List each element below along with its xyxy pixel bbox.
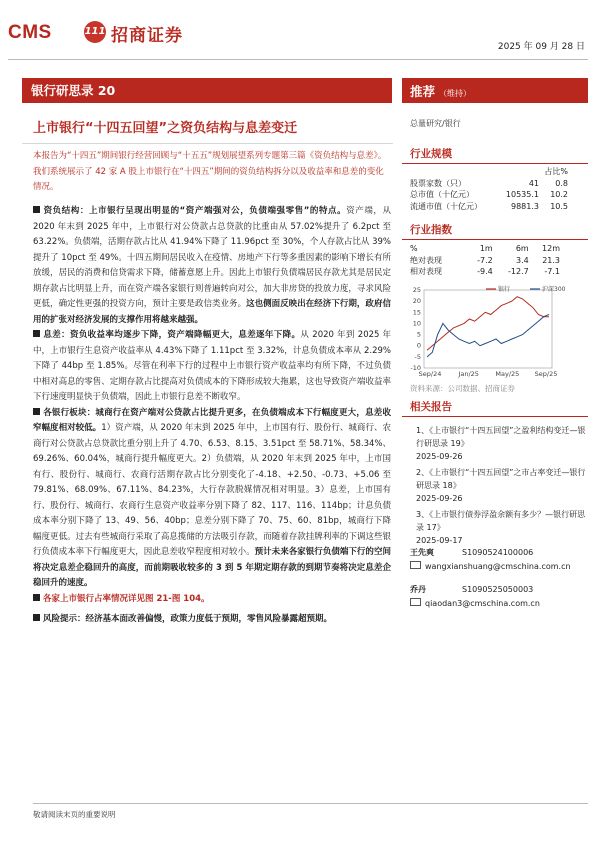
x-tick-label: Sep/24: [418, 370, 442, 378]
title-divider: [22, 143, 393, 144]
section-text: 1）资产端，从 2020 年末到 2025 年中，上市国有行、股份行、城商行、农商行对公贷款占总贷款比重分别上升了 4.70、6.53、8.15、3.51pct 至 58.71%、58.34%、69.26%、60.04%，城商行提升幅度更大。2）负债端，从 2020 年末到 2025 年中，上市国有行、股份行、城商行、农商行活期存款占比分别变化了-4.18、+2.50、-0.73、+5.06 至 79.81%、68.09%、67.11%、84.23%，大行存款脱媒情况相对明显。3）息差，上市国有行、股份行、城商行、农商行生息资产收益率分别下降了 82、117、116、114bp；计息负债成本率分别下降了 13、49、56、40bp；息差分别下降了 70、75、60、81bp，城商行下降幅度更低。过去有些城商行采取了高息揽储的方法吸引存款，而随着存款挂牌利率的下调这些银行负债成本率下行幅度更大，因此息差收窄程度相对较小。: [33, 423, 391, 557]
index-header: 12m: [542, 244, 560, 254]
y-tick-label: -5: [414, 352, 421, 361]
index-table: [402, 243, 588, 278]
scale-row: [410, 201, 568, 213]
report-item[interactable]: [416, 466, 588, 505]
scale-table: [402, 166, 588, 212]
report-date-text: 2025-09-26: [416, 494, 463, 503]
footer-note: 敬请阅读末页的重要说明: [33, 810, 116, 819]
section-tail: 这也侧面反映出在经济下行期，政府信用的扩张对经济发展的支撑作用将越来越强。: [33, 299, 391, 325]
row-value: 10535.1: [505, 190, 539, 200]
y-tick-label: 5: [416, 330, 421, 339]
pct-header: 占比%: [544, 167, 568, 177]
rating-note: （维持）: [439, 89, 472, 98]
bullet-icon: [33, 330, 40, 337]
index-heading: 行业指数: [402, 221, 588, 240]
section-nim: [33, 328, 391, 406]
rating-banner: [402, 78, 588, 103]
category: 总量研究/银行: [410, 119, 461, 128]
row-label: 总市值（十亿元）: [410, 190, 474, 200]
index-header: 6m: [515, 244, 529, 254]
risk-text: 经济基本面改善偏慢，政策力度低于预期，零售风险暴露超预期。: [85, 614, 333, 624]
y-tick-label: 10: [412, 319, 421, 328]
analyst-email[interactable]: qiaodan3@cmschina.com.cn: [425, 599, 540, 608]
analyst-1: [410, 547, 585, 571]
row-value: -12.7: [508, 267, 529, 277]
row-value: 21.3: [542, 255, 560, 265]
bullet-icon: [33, 206, 40, 213]
row-pct: 10.5: [550, 201, 568, 211]
index-row: [410, 266, 560, 278]
row-value: -9.4: [477, 267, 493, 277]
reports-list: [402, 424, 588, 547]
row-value: 9881.3: [511, 201, 539, 211]
report-item[interactable]: [416, 424, 588, 463]
scale-row: [410, 178, 568, 190]
report-title-text[interactable]: 1、《上市银行“十四五回望”之盈利结构变迁—银行研思录 19》: [416, 426, 586, 448]
row-value: -7.1: [544, 267, 560, 277]
section-head: 息差：: [43, 330, 70, 340]
report-title-text[interactable]: 2、《上市银行“十四五回望”之市占率变迁—银行研思录 18》: [416, 468, 586, 490]
index-chart: [402, 282, 588, 382]
section-bank-segments: [33, 406, 391, 592]
logo-cn: 招商证券: [111, 26, 183, 46]
row-value: -7.2: [477, 255, 493, 265]
x-tick-label: Sep/25: [534, 370, 558, 378]
rating-label: 推荐: [410, 84, 436, 99]
footer-divider: [33, 803, 588, 804]
intro-paragraph: 本报告为“十四五”期间银行经营回顾与“十五五”规划展望系列专题第三篇《资负结构与息差》。我们系统展示了 42 家 A 股上市银行在“十四五”期间的资负结构拆分以及收益率和息差的变化情况。: [33, 151, 387, 192]
series-banner: 银行研思录 20: [22, 78, 392, 103]
row-pct: 10.2: [550, 190, 568, 200]
chart-source: 资料来源：公司数据、招商证券: [410, 384, 515, 393]
scale-row: [410, 189, 568, 201]
report-date: 2025 年 09 月 28 日: [497, 42, 585, 52]
analyst-name: 乔丹: [410, 585, 426, 594]
analyst-name: 王先爽: [410, 548, 434, 557]
section-assets-liabilities: [33, 204, 391, 328]
analyst-email[interactable]: wangxianshuang@cmschina.com.cn: [425, 562, 571, 571]
report-title: 上市银行“十四五回望”之资负结构与息差变迁: [33, 121, 298, 136]
row-label: 绝对表现: [410, 255, 442, 265]
risk-head: 风险提示：: [43, 614, 86, 624]
figure-link[interactable]: 各家上市银行占率情况详见图 21-图 104。: [43, 593, 210, 604]
report-item[interactable]: [416, 508, 588, 547]
row-value: 3.4: [515, 255, 529, 265]
row-pct: 0.8: [555, 178, 568, 188]
y-tick-label: 0: [416, 341, 421, 350]
risk-warning: [33, 612, 391, 628]
y-tick-label: 15: [412, 308, 421, 317]
x-tick-label: May/25: [495, 370, 520, 378]
bullet-icon: [33, 408, 40, 415]
row-label: 相对表现: [410, 267, 442, 277]
email-icon: [410, 561, 421, 569]
section-text: 从 2020 年到 2025 年中，上市银行生息资产收益率从 4.43%下降了 1.11pct 至 3.32%，计息负债成本率从 2.29%下降了 44bp 至 1.85%。尽管在利率下行的过程中上市银行资产收益率均有所下降，不过负债中相对高息的零售、定期存款占比提高对负债成本的下降形成较大拖累，这也导致资产端收益率下行速度明显快于负债端，因此上市银行息差不断收窄。: [33, 330, 391, 402]
chart-frame: [424, 290, 552, 368]
analyst-2: [410, 584, 540, 608]
report-date-text: 2025-09-26: [416, 452, 463, 461]
series-line-hs300: [427, 315, 549, 357]
index-chart-svg: [402, 282, 588, 382]
reports-heading: 相关报告: [402, 398, 588, 417]
bullet-icon: [33, 594, 40, 601]
header-divider: [8, 59, 588, 60]
section-text: 资产端，从 2020 年末到 2025 年中，上市银行对公贷款占总贷款的比重由从 57.02%提升了 6.2pct 至 63.22%。负债端，活期存款占比从 41.94%下降了 11.96pct 至 30%，个人存款占比从 39%提升了 10pct 至 49%。十四五期间居民收入在疫情、房地产下行等多重因素的影响下增长有所放缓，居民的消费和信贷需求下降，储蓄意愿上升。因此上市银行负债端居民存款尤其是居民定期存款占比明显上升，而在资产端各家银行则普遍转向对公，加大非房贷的投放力度，寻求风险更低，确定性更强的投资方向，预计主要是政信类业务。: [33, 206, 391, 309]
index-header: 1m: [479, 244, 493, 254]
analyst-id: S1090525050003: [462, 585, 534, 594]
section-head: 资负结构：: [43, 206, 89, 216]
logo-badge: 111: [84, 21, 106, 43]
section-lead: 资负收益率均逐步下降，资产端降幅更大，息差逐年下降。: [69, 330, 301, 340]
bullet-icon: [33, 614, 40, 621]
index-row: [410, 255, 560, 267]
section-lead: 上市银行呈现出明显的“资产端强对公，负债端强零售”的特点。: [88, 206, 347, 216]
section-lead: 城商行在资产端对公贷款占比提升更多，在负债端成本下行幅度更大，息差收窄幅度相对较低。: [33, 407, 391, 433]
legend-label: 银行: [498, 286, 511, 293]
index-header: %: [410, 244, 418, 254]
section-tail: 预计未来各家银行负债端下行的空间将决定息差企稳回升的高度，而前期吸收较多的 3 到 5 年期定期存款的到期节奏将决定息差企稳回升的速度。: [33, 547, 391, 588]
y-tick-label: 20: [412, 297, 421, 306]
report-body: [33, 204, 391, 628]
row-value: 41: [528, 178, 539, 188]
y-tick-label: 25: [412, 286, 421, 294]
y-tick-label: -10: [410, 364, 421, 372]
email-icon: [410, 598, 421, 606]
scale-heading: 行业规模: [402, 145, 588, 164]
legend-label: 沪深300: [542, 286, 566, 293]
report-date-text: 2025-09-17: [416, 536, 463, 545]
report-title-text[interactable]: 3、《上市银行债券浮盈余额有多少？—银行研思录 17》: [416, 510, 586, 532]
row-label: 流通市值（十亿元）: [410, 201, 482, 211]
figure-reference: [33, 592, 391, 608]
logo-cms: CMS: [8, 22, 52, 43]
x-tick-label: Jan/25: [458, 370, 479, 378]
analyst-id: S1090524100006: [462, 548, 534, 557]
section-head: 各银行板块：: [43, 407, 96, 418]
row-label: 股票家数（只）: [410, 178, 466, 188]
